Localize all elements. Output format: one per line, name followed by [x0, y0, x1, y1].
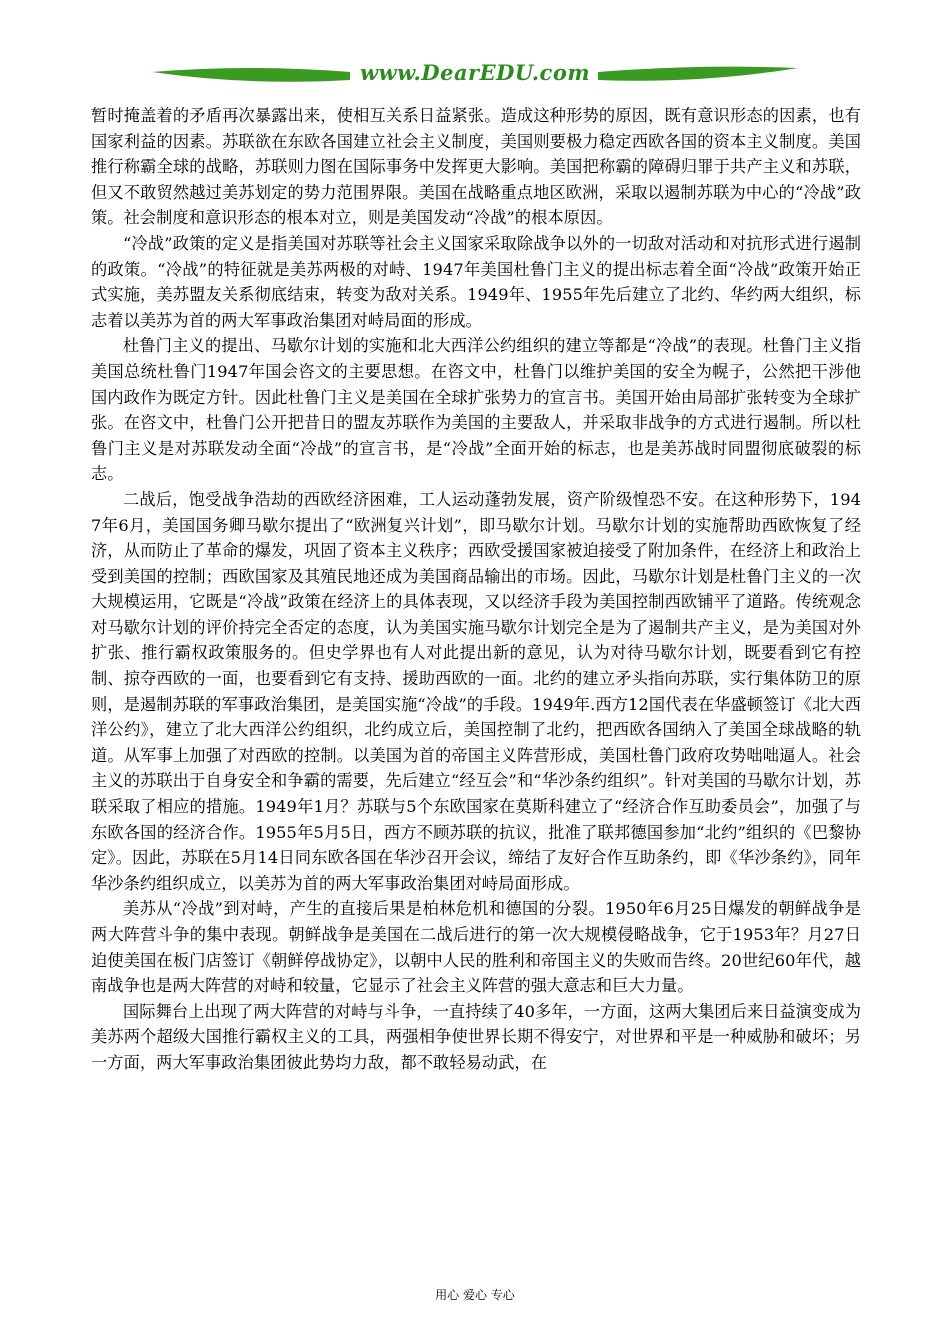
page-header — [150, 58, 800, 94]
paragraph: 美苏从“冷战”到对峙，产生的直接后果是柏林危机和德国的分裂。1950年6月25日爆发的朝鲜战争是两大阵营斗争的集中表现。朝鲜战争是美国在二战后进行的第一次大规模侵略战争，它于1953年？月27日迫使美国在板门店签订《朝鲜停战协定》，以朝中人民的胜利和帝国主义的失败而告终。20世纪60年代，越南战争也是两大阵营的对峙和较量，它显示了社会主义阵营的强大意志和巨大力量。 — [91, 899, 861, 996]
page-footer: 用心 爱心 专心 — [435, 1288, 515, 1302]
paragraph: 二战后，饱受战争浩劫的西欧经济困难，工人运动蓬勃发展，资产阶级惶恐不安。在这种形势下，1947年6月，美国国务卿马歇尔提出了“欧洲复兴计划”，即马歇尔计划。马歇尔计划的实施帮助西欧恢复了经济，从而防止了革命的爆发，巩固了资本主义秩序；西欧受援国家被迫接受了附加条件，在经济上和政治上受到美国的控制；西欧国家及其殖民地还成为美国商品输出的市场。因此，马歇尔计划是杜鲁门主义的一次大规模运用，它既是“冷战”政策在经济上的具体表现，又以经济手段为美国控制西欧铺平了道路。传统观念对马歇尔计划的评价持完全否定的态度，认为美国实施马歇尔计划完全是为了遏制共产主义，是为美国对外扩张、推行霸权政策服务的。但史学界也有人对此提出新的意见，认为对待马歇尔计划，既要看到它有控制、掠夺西欧的一面，也要看到它有支持、援助西欧的一面。北约的建立矛头指向苏联，实行集体防卫的原则，是遏制苏联的军事政治集团，是美国实施“冷战”的手段。1949年.西方12国代表在华盛顿签订《北大西洋公约》，建立了北大西洋公约组织，北约成立后，美国控制了北约，把西欧各国纳入了美国全球战略的轨道。从军事上加强了对西欧的控制。以美国为首的帝国主义阵营形成，美国杜鲁门政府攻势咄咄逼人。社会主义的苏联出于自身安全和争霸的需要，先后建立“经互会”和“华沙条约组织”。针对美国的马歇尔计划，苏联采取了相应的措施。1949年1月？苏联与5个东欧国家在莫斯科建立了“经济合作互助委员会”，加强了与东欧各国的经济合作。1955年5月5日，西方不顾苏联的抗议，批准了联邦德国参加“北约”组织的《巴黎协定》。因此，苏联在5月14日同东欧各国在华沙召开会议，缔结了友好合作互助条约，即《华沙条约》，同年华沙条约组织成立，以美苏为首的两大军事政治集团对峙局面形成。 — [91, 489, 861, 893]
paragraph: 国际舞台上出现了两大阵营的对峙与斗争，一直持续了40多年，一方面，这两大集团后来日益演变成为美苏两个超级大国推行霸权主义的工具，两强相争使世界长期不得安宁，对世界和平是一种威胁和破坏；另一方面，两大军事政治集团彼此势均力敌，都不敢轻易动武，在 — [91, 1001, 861, 1072]
paragraph: “冷战”政策的定义是指美国对苏联等社会主义国家采取除战争以外的一切敌对活动和对抗形式进行遏制的政策。“冷战”的特征就是美苏两极的对峙、1947年美国杜鲁门主义的提出标志着全面“冷战”政策开始正式实施，美苏盟友关系彻底结束，转变为敌对关系。1949年、1955年先后建立了北约、华约两大组织，标志着以美苏为首的两大军事政治集团对峙局面的形成。 — [91, 233, 861, 330]
document-body — [91, 103, 861, 1076]
paragraph: 暂时掩盖着的矛盾再次暴露出来，使相互关系日益紧张。造成这种形势的原因，既有意识形态的因素，也有国家利益的因素。苏联欲在东欧各国建立社会主义制度，美国则要极力稳定西欧各国的资本主义制度。美国推行称霸全球的战略，苏联则力图在国际事务中发挥更大影响。美国把称霸的障碍归罪于共产主义和苏联，但又不敢贸然越过美苏划定的势力范围界限。美国在战略重点地区欧洲，采取以遏制苏联为中心的“冷战”政策。社会制度和意识形态的根本对立，则是美国发动“冷战”的根本原因。 — [91, 106, 861, 228]
site-logo-text: www.DearEDU.com — [359, 60, 591, 85]
paragraph: 杜鲁门主义的提出、马歇尔计划的实施和北大西洋公约组织的建立等都是“冷战”的表现。杜鲁门主义指美国总统杜鲁门1947年国会咨文的主要思想。在咨文中，杜鲁门以维护美国的安全为幌子，公然把干涉他国内政作为既定方针。因此杜鲁门主义是美国在全球扩张势力的宣言书。美国开始由局部扩张转变为全球扩张。在咨文中，杜鲁门公开把昔日的盟友苏联作为美国的主要敌人，并采取非战争的方式进行遏制。所以杜鲁门主义是对苏联发动全面“冷战”的宣言书，是“冷战”全面开始的标志，也是美苏战时同盟彻底破裂的标志。 — [91, 336, 861, 484]
